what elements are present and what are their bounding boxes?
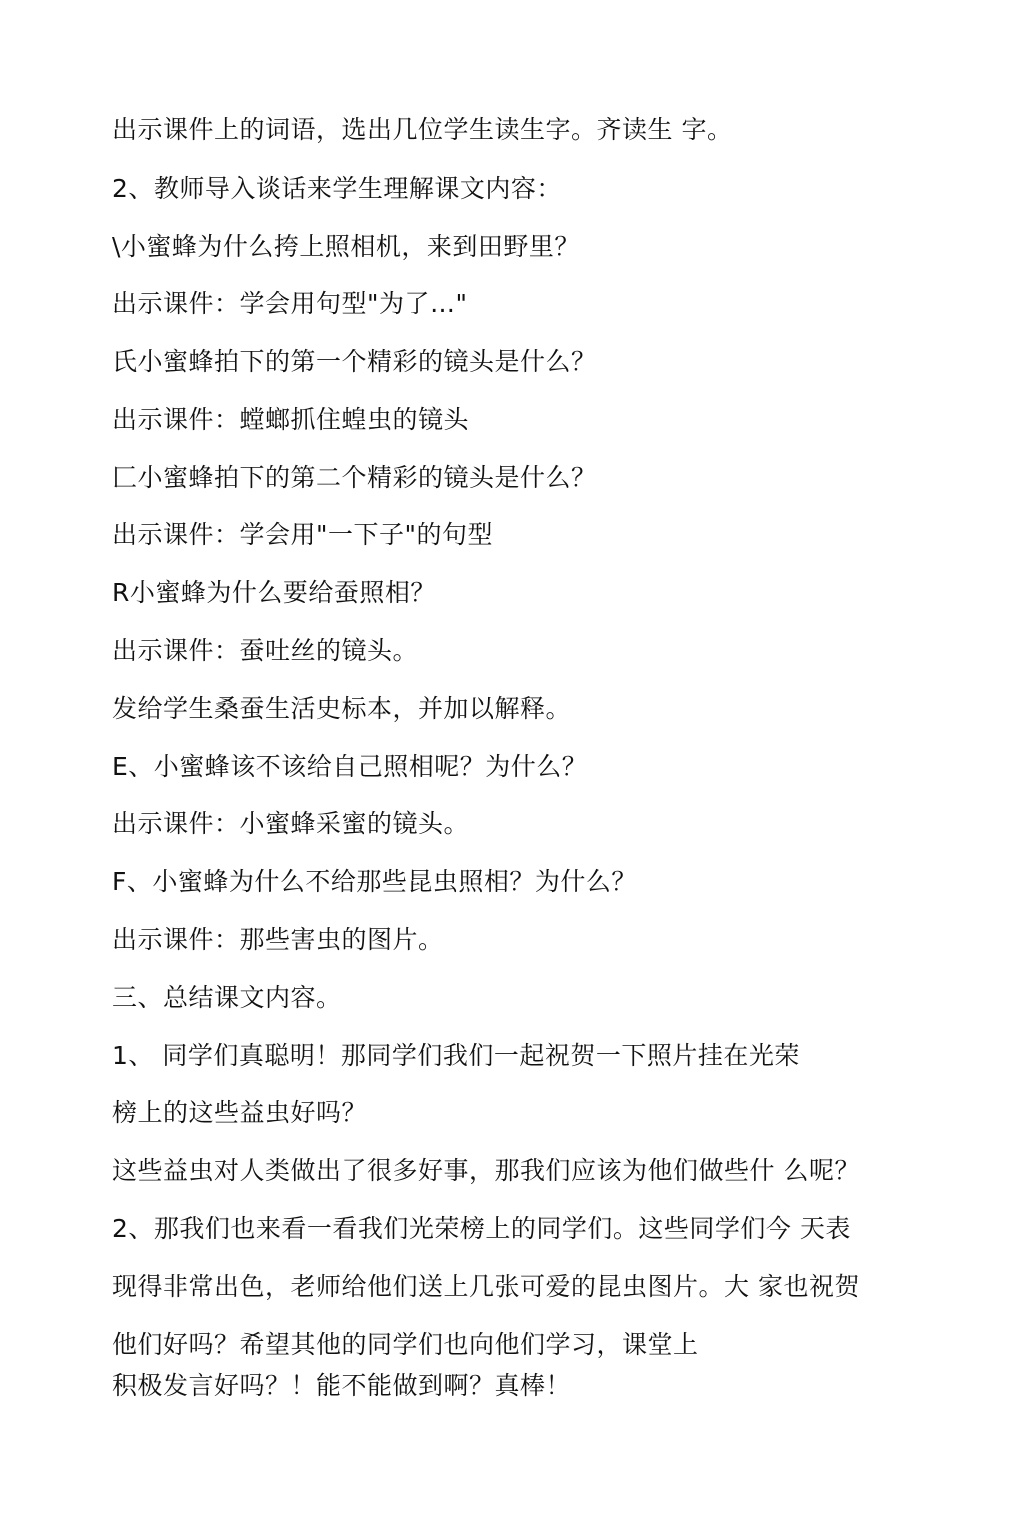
text-line-19: 这些益虫对人类做出了很多好事，那我们应该为他们做些什 么呢？ [112, 1156, 860, 1185]
text-line-13: 出示课件：小蜜蜂采蜜的镜头。 [112, 809, 470, 838]
text-line-2: 2、教师导入谈话来学生理解课文内容： [112, 174, 562, 203]
text-line-5: 氏小蜜蜂拍下的第一个精彩的镜头是什么？ [112, 347, 597, 376]
text-line-22: 他们好吗？希望其他的同学们也向他们学习，课堂上 [112, 1330, 699, 1359]
text-line-1: 出示课件上的词语，选出几位学生读生字。齐读生 字。 [112, 115, 733, 144]
text-line-21: 现得非常出色，老师给他们送上几张可爱的昆虫图片。大 家也祝贺 [112, 1272, 860, 1301]
text-line-20: 2、那我们也来看一看我们光荣榜上的同学们。这些同学们今 天表 [112, 1214, 851, 1243]
text-line-6: 出示课件：螳螂抓住蝗虫的镜头 [112, 405, 470, 434]
text-line-14: F、小蜜蜂为什么不给那些昆虫照相？为什么？ [112, 867, 637, 896]
text-line-9: R小蜜蜂为什么要给蚕照相？ [112, 578, 436, 607]
text-line-8: 出示课件：学会用"一下子"的句型 [112, 520, 493, 549]
text-line-16: 三、总结课文内容。 [112, 983, 342, 1012]
text-line-15: 出示课件：那些害虫的图片。 [112, 925, 444, 954]
text-line-11: 发给学生桑蚕生活史标本，并加以解释。 [112, 694, 572, 723]
text-line-12: E、小蜜蜂该不该给自己照相呢？为什么？ [112, 752, 588, 781]
text-line-18: 榜上的这些益虫好吗？ [112, 1098, 368, 1127]
text-line-3: \小蜜蜂为什么挎上照相机，来到田野里？ [112, 232, 580, 261]
text-line-7: 匚小蜜蜂拍下的第二个精彩的镜头是什么？ [112, 463, 597, 492]
text-line-17: 1、 同学们真聪明！那同学们我们一起祝贺一下照片挂在光荣 [112, 1041, 800, 1070]
text-line-10: 出示课件：蚕吐丝的镜头。 [112, 636, 419, 665]
text-line-4: 出示课件：学会用句型"为了…" [112, 289, 468, 318]
text-line-23: 积极发言好吗？！能不能做到啊？真棒！ [112, 1371, 572, 1400]
